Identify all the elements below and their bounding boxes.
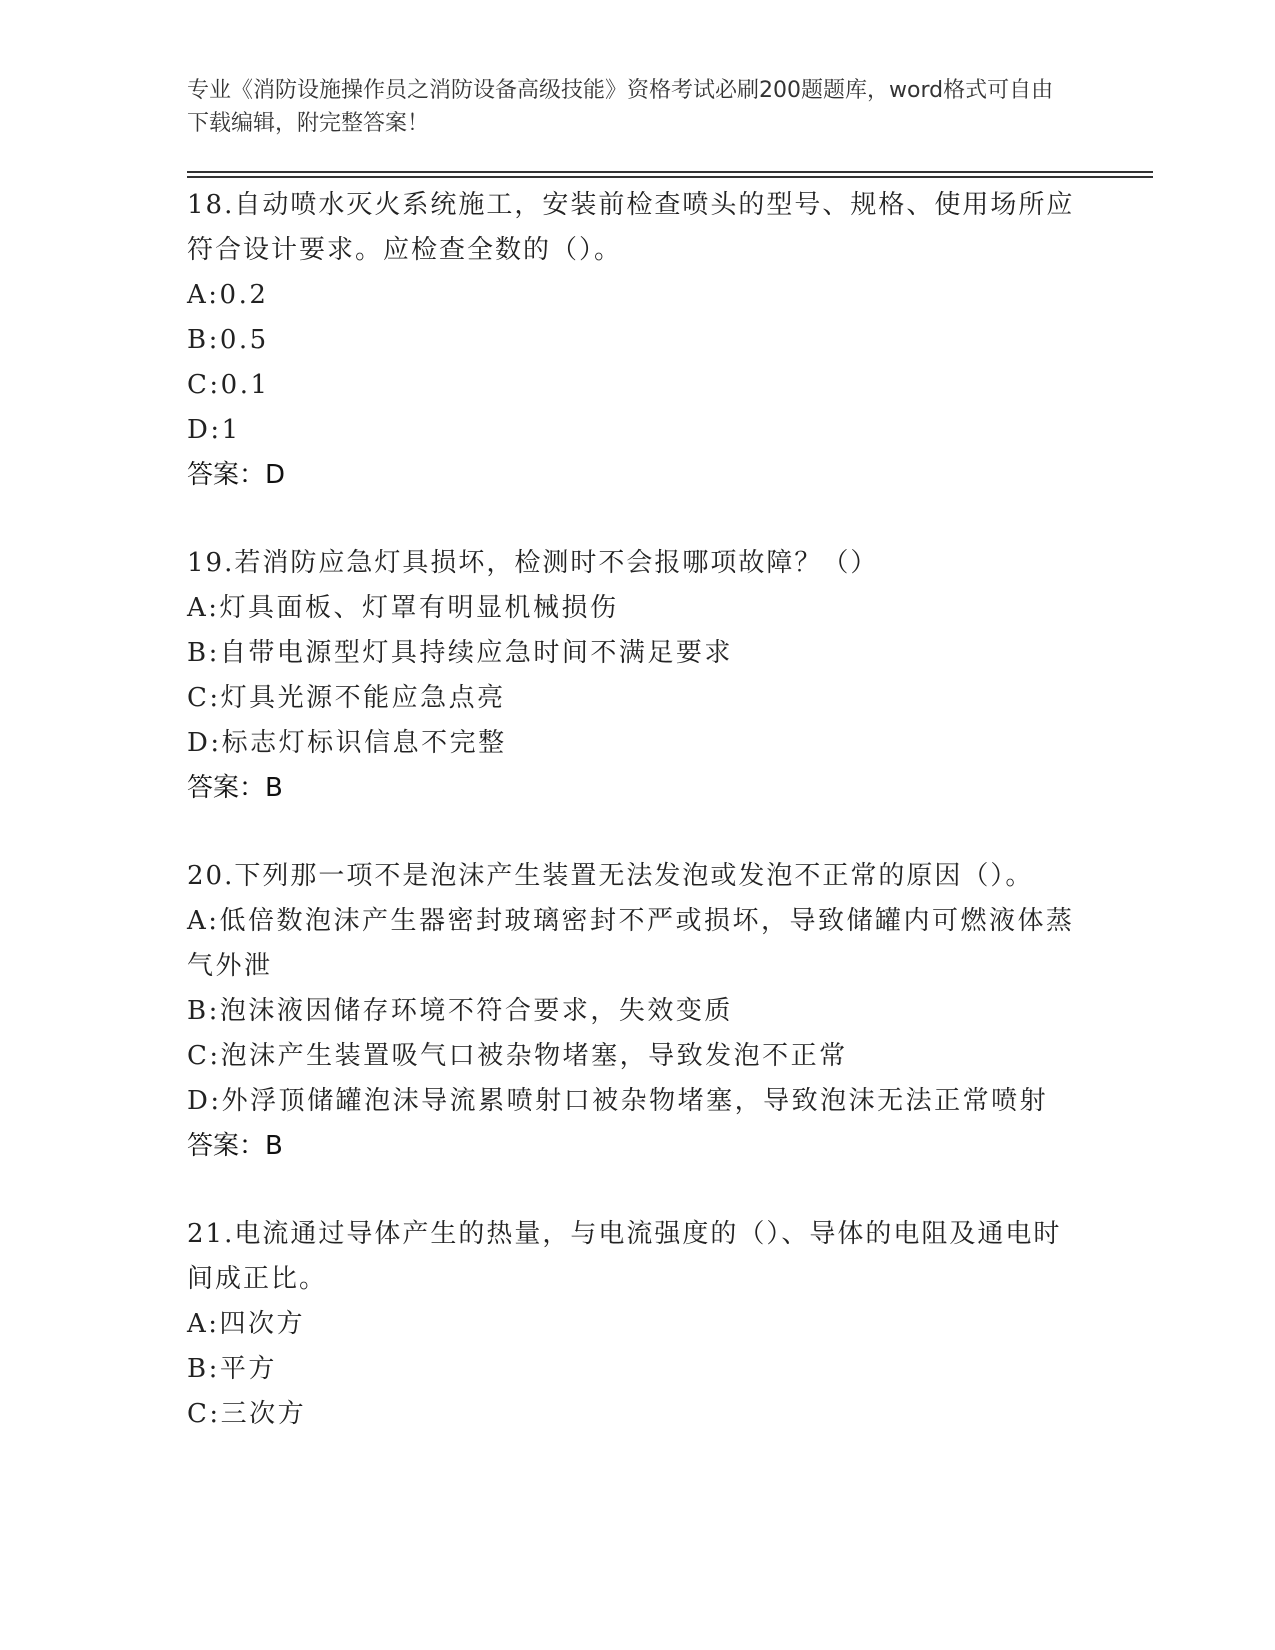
option-a: A:四次方 — [187, 1309, 306, 1339]
option-b: B:平方 — [187, 1354, 277, 1384]
option-d: D:外浮顶储罐泡沫导流累喷射口被杂物堵塞，导致泡沫无法正常喷射 — [187, 1086, 1049, 1116]
option-c: C:三次方 — [187, 1399, 307, 1429]
option-c: C:灯具光源不能应急点亮 — [187, 683, 506, 713]
question-stem: 21.电流通过导体产生的热量，与电流强度的（）、导体的电阻及通电时间成正比。 — [187, 1219, 1062, 1294]
option-c: C:0.1 — [187, 370, 270, 400]
option-b: B:自带电源型灯具持续应急时间不满足要求 — [187, 638, 733, 668]
option-b: B:泡沫液因储存环境不符合要求，失效变质 — [187, 996, 733, 1026]
option-d: D:1 — [187, 415, 241, 445]
question-stem: 20.下列那一项不是泡沫产生装置无法发泡或发泡不正常的原因（）。 — [187, 861, 1034, 891]
answer-line: 答案：B — [187, 773, 283, 803]
option-c: C:泡沫产生装置吸气口被杂物堵塞，导致发泡不正常 — [187, 1041, 848, 1071]
answer-line: 答案：D — [187, 460, 286, 490]
page-header: 专业《消防设施操作员之消防设备高级技能》资格考试必刷200题题库，word格式可自由下载编辑，附完整答案！ — [187, 78, 1054, 136]
header-rule-bottom — [187, 176, 1153, 178]
option-a: A:0.2 — [187, 280, 269, 310]
option-d: D:标志灯标识信息不完整 — [187, 728, 507, 758]
question-stem: 18.自动喷水灭火系统施工，安装前检查喷头的型号、规格、使用场所应符合设计要求。应检查全数的（）。 — [187, 190, 1075, 265]
option-b: B:0.5 — [187, 325, 269, 355]
question-18 — [187, 183, 1087, 498]
answer-line: 答案：B — [187, 1131, 283, 1161]
question-stem: 19.若消防应急灯具损坏，检测时不会报哪项故障？（） — [187, 548, 879, 578]
question-20 — [187, 854, 1087, 1169]
header-rule-top — [187, 171, 1153, 173]
question-21 — [187, 1212, 1087, 1437]
option-a: A:低倍数泡沫产生器密封玻璃密封不严或损坏，导致储罐内可燃液体蒸气外泄 — [187, 906, 1075, 981]
question-19 — [187, 541, 1087, 811]
question-list — [187, 183, 1087, 1480]
option-a: A:灯具面板、灯罩有明显机械损伤 — [187, 593, 619, 623]
